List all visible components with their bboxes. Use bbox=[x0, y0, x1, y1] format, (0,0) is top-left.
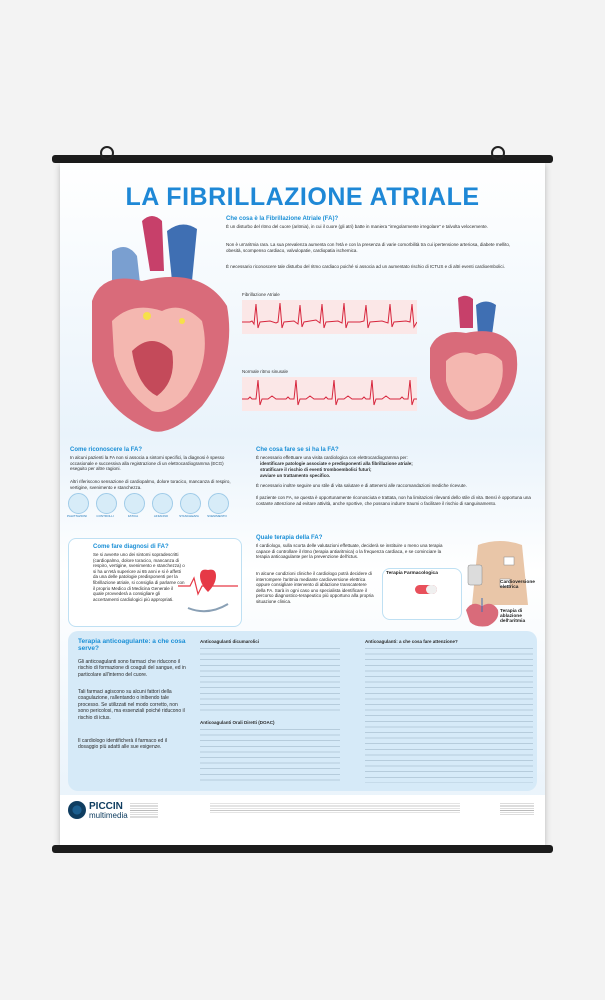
anticoag-col2-heading: Anticoagulanti Orali Diretti (DOAC) bbox=[200, 720, 275, 725]
if-af-paragraph-1: È necessario effettuare una visita cardiologica con elettrocardiogramma per: bbox=[256, 455, 408, 460]
anticoag-heading: Terapia anticoagulante: a che cosa serve? bbox=[78, 638, 186, 652]
symptom-icon bbox=[180, 493, 201, 514]
therapy-paragraph-1: Il cardiologo, sulla scorta delle valutazioni effettuate, deciderà se instituire o meno una terapia capace di controllare il ritmo (terapia antiaritmica) o la frequenza cardiaca, e se cominciare la terapia anticoagulante per la prevenzione dell'ictus. bbox=[256, 543, 443, 560]
anticoag-col3-heading: Anticoagulanti: a che cosa fare attenzione? bbox=[365, 639, 458, 644]
if-af-bullet-1: identificare patologie associate e predisponenti alla fibrillazione atriale; bbox=[260, 461, 413, 466]
symptom-icon bbox=[124, 493, 145, 514]
copyright-notice bbox=[210, 802, 460, 814]
cardioversion-label: Cardioversione elettrica bbox=[500, 580, 535, 590]
pharma-therapy-label: Terapia Farmacologica bbox=[386, 571, 438, 576]
hanger-rod-bottom bbox=[52, 845, 553, 853]
anticoag-col1-heading: Anticoagulanti dicumarolici bbox=[200, 639, 260, 644]
logo-sub: multimedia bbox=[89, 811, 128, 820]
recognize-paragraph-1: In alcuni pazienti la FA non si associa a sintomi specifici, la diagnosi è spesso occasionale e successiva alla registrazione di un elettrocardiogramma (ECG) eseguito per altre ragioni. bbox=[70, 455, 225, 472]
intro-paragraph-1: È un disturbo del ritmo del cuore (aritmia), in cui il cuore (gli atri) batte in maniera "irregolarmente irregolare" e talvolta velocemente. bbox=[226, 224, 489, 229]
if-af-heading: Che cosa fare se si ha la FA? bbox=[256, 447, 339, 453]
symptom-icon bbox=[208, 493, 229, 514]
symptom-icons bbox=[67, 493, 238, 518]
ablation-label: Terapia di ablazione dell'aritmia bbox=[500, 609, 526, 624]
symptom-label: PALPITAZIONI bbox=[67, 514, 87, 518]
publisher-address bbox=[130, 802, 158, 818]
symptom-icon bbox=[152, 493, 173, 514]
ecg-af-strip bbox=[242, 300, 417, 334]
if-af-paragraph-3: Il paziente con FA, se questa è opportunamente riconosciuta e trattata, non ha limitazioni rilevanti dello stile di vita. Bensì è opportuna una costante attenzione ad evitare attività, anche sportive, che possano indurre traumi o facilitare il rischio di sanguinamento. bbox=[256, 495, 531, 506]
anticoag-paragraph-3: Il cardiologo identificherà il farmaco ed il dosaggio più adatti alle sue esigenze. bbox=[78, 738, 167, 751]
therapy-heading: Quale terapia della FA? bbox=[256, 535, 323, 541]
if-af-bullet-3: avviare un trattamento specifico. bbox=[260, 473, 331, 478]
pill-icon bbox=[414, 583, 444, 597]
anticoag-col3-text bbox=[365, 645, 533, 783]
diagnosis-heading: Come fare diagnosi di FA? bbox=[93, 544, 169, 550]
intro-paragraph-2: Non è un'aritmia rara. La sua prevalenza aumenta con l'età e con la presenza di varie comorbilità tra cui ipertensione arteriosa, diabete mellito, obesità, scompenso cardiaco, valvulopatie, cardiopatia ischemica. bbox=[226, 242, 511, 253]
ecg-sinus-strip bbox=[242, 377, 417, 411]
symptom-label: AFFANNO bbox=[153, 514, 169, 518]
intro-paragraph-3: È necessario riconoscere tale disturbo del ritmo cardiaco poiché si associa ad un aumentato rischio di ICTUS e di altri eventi cardioembolici. bbox=[226, 264, 505, 269]
symptom-icon bbox=[68, 493, 89, 514]
anticoag-col2-text bbox=[200, 726, 340, 784]
anticoag-paragraph-2: Tali farmaci agiscono su alcuni fattori della coagulazione, rallentando o inibendo tale processo. Se utilizzati nel modo corretto, non sono pericolosi, ma essenziali poiché riducono il rischio di ictus. bbox=[78, 689, 185, 721]
intro-heading: Che cosa è la Fibrillazione Atriale (FA)? bbox=[226, 216, 339, 222]
poster bbox=[60, 163, 545, 845]
recognize-paragraph-2: Altri riferiscono sensazione di cardiopalmo, dolore toracico, mancanza di respiro, vertigine, svenimento e stanchezza. bbox=[70, 479, 231, 490]
heart-anatomy-icon bbox=[72, 211, 242, 441]
piccin-logo-icon bbox=[68, 801, 86, 819]
recognize-heading: Come riconoscere la FA? bbox=[70, 447, 143, 453]
product-code bbox=[500, 802, 534, 816]
therapy-paragraph-2: In alcune condizioni cliniche il cardiologo potrà decidere di interrompere l'aritmia mediante cardioversione elettrica oppure consigliare intervento di ablazione transcatetere della FA. Sarà in ogni caso uno specialista identificare il percorso diagnostico-terapeutico più opportuno alla propria situazione clinica. bbox=[256, 571, 374, 604]
diagnosis-paragraph: Se si avverte uno dei sintomi sopradescritti (cardiopalmo, dolore toracico, mancanza di respiro, vertigine, svenimento e stanchezza) o si ha un'età superiore ai 65 anni e si è affetti da una delle patologie predisponenti per la fibrillazione atriale, si consiglia di parlarne con il proprio Medico di Medicina Generale il quale provvederà a consigliare gli accertamenti cardiologici più appropriati. bbox=[93, 552, 185, 602]
ecg-af-label: Fibrillazione Atriale bbox=[242, 292, 280, 297]
hanger-rod-top bbox=[52, 155, 553, 163]
ecg-sinus-label: Normale ritmo sinusale bbox=[242, 369, 289, 374]
hanger-hook-right bbox=[491, 146, 505, 160]
logo-name: PICCIN bbox=[89, 801, 123, 812]
stethoscope-heart-icon bbox=[178, 558, 238, 618]
ablation-heart-icon bbox=[462, 598, 502, 628]
poster-title: LA FIBRILLAZIONE ATRIALE bbox=[125, 183, 480, 211]
if-af-bullet-2: stratificare il rischio di eventi tromboembolici futuri; bbox=[260, 467, 372, 472]
anticoag-col1-text bbox=[200, 645, 340, 715]
symptom-icon bbox=[96, 493, 117, 514]
anticoag-paragraph-1: Gli anticoagulanti sono farmaci che riducono il rischio di formazione di coaguli del sangue, ed in particolare all'interno del cuore. bbox=[78, 659, 186, 678]
if-af-paragraph-2: È necessario inoltre seguire uno stile di vita salutare e di attenersi alle raccomandazioni mediche ricevute. bbox=[256, 483, 467, 488]
symptom-label: FATICA bbox=[127, 514, 139, 518]
symptom-label: SVENIMENTO bbox=[207, 514, 227, 518]
symptom-label: STANCHEZZA bbox=[179, 514, 199, 518]
hanger-hook-left bbox=[100, 146, 114, 160]
heart-small-icon bbox=[418, 293, 528, 423]
symptom-label: CONTROLLI bbox=[96, 514, 114, 518]
